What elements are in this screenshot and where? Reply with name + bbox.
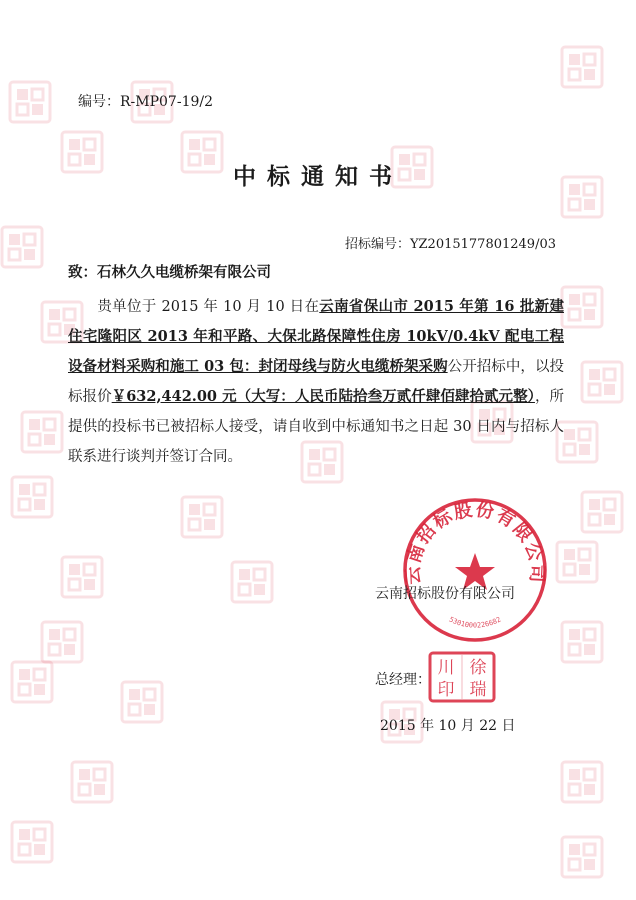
- seal-number-text: 5301000226682: [447, 615, 503, 630]
- document-number: 编号：R-MP07-19/2: [78, 94, 214, 110]
- signature-chop-icon: [428, 651, 496, 703]
- manager-label: 总经理：: [375, 672, 431, 688]
- red-stamp-logo-icon: [40, 620, 84, 664]
- red-stamp-logo-icon: [580, 490, 624, 534]
- red-stamp-logo-icon: [560, 285, 604, 329]
- red-stamp-logo-icon: [120, 680, 164, 724]
- body-intro: 贵单位于 2015 年 10 月 10 日在: [97, 299, 320, 315]
- document-title: 中标通知书: [233, 163, 403, 190]
- red-stamp-logo-icon: [560, 620, 604, 664]
- svg-text:5301000226682: [448, 616, 503, 630]
- red-stamp-logo-icon: [8, 80, 52, 124]
- project-name: 云南省保山市 2015 年第 16 批新建住宅隆阳区 2013 年和平路、大保北路保障性住房 10kV/0.4kV 配电工程设备材料采购和施工 03 包：封闭母线与防火电缆桥架采购: [68, 298, 564, 375]
- red-stamp-logo-icon: [10, 660, 54, 704]
- chop-char-1: 徐: [469, 658, 487, 678]
- red-stamp-logo-icon: [20, 410, 64, 454]
- red-stamp-logo-icon: [560, 760, 604, 804]
- company-seal-icon: [400, 495, 550, 645]
- bid-price: ￥632,442.00 元（大写：人民币陆拾叁万贰仟肆佰肆拾贰元整）: [111, 388, 535, 405]
- body-middle: 公开招标中，以投标报价: [68, 359, 565, 405]
- red-stamp-logo-icon: [560, 45, 604, 89]
- seal-ring-text: 云南招标股份有限公司: [402, 499, 548, 585]
- notice-body: [68, 292, 564, 472]
- red-stamp-logo-icon: [180, 495, 224, 539]
- red-stamp-logo-icon: [10, 820, 54, 864]
- chop-char-4: 印: [437, 680, 455, 700]
- red-stamp-logo-icon: [10, 475, 54, 519]
- chop-char-2: 川: [437, 658, 455, 678]
- recipient-line: 致：石林久久电缆桥架有限公司: [68, 264, 271, 281]
- red-stamp-logo-icon: [560, 835, 604, 879]
- issuer-name: 云南招标股份有限公司: [375, 586, 515, 602]
- red-stamp-logo-icon: [555, 540, 599, 584]
- chop-char-3: 瑞: [469, 680, 487, 700]
- bid-number: 招标编号：YZ2015177801249/03: [344, 237, 556, 252]
- red-stamp-logo-icon: [0, 225, 44, 269]
- red-stamp-logo-icon: [230, 560, 274, 604]
- red-stamp-logo-icon: [60, 555, 104, 599]
- red-stamp-logo-icon: [580, 360, 624, 404]
- body-closing: ，所提供的投标书已被招标人接受，请自收到中标通知书之日起 30 日内与招标人联系进行谈判并签订合同。: [68, 389, 565, 465]
- red-stamp-logo-icon: [70, 760, 114, 804]
- issue-date: 2015 年 10 月 22 日: [380, 718, 516, 734]
